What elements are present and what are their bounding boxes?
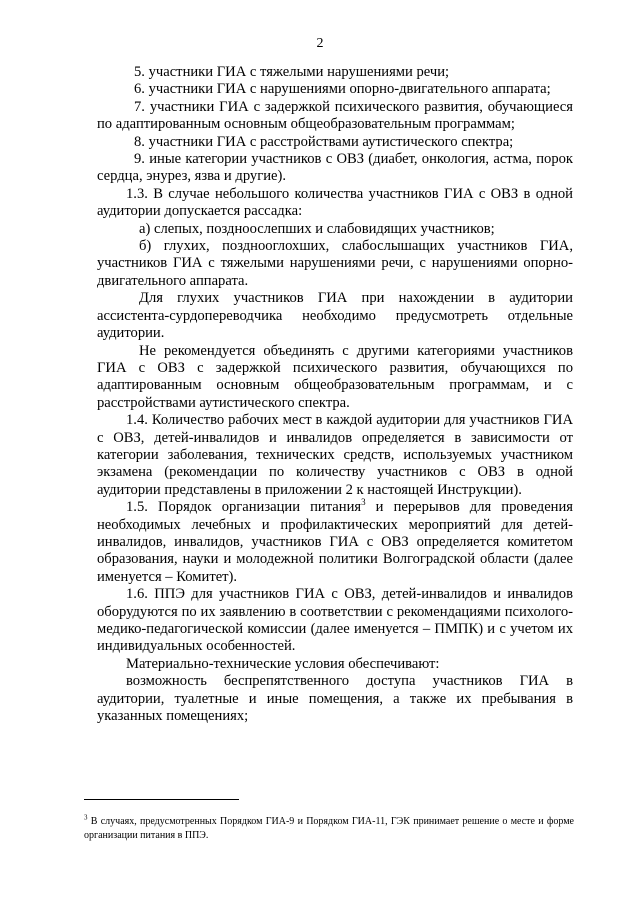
paragraph-item-5: 5. участники ГИА с тяжелыми нарушениями речи;	[134, 64, 450, 80]
paragraph-conditions-heading: Материально-технические условия обеспечивают:	[126, 655, 440, 672]
paragraph-item-8: 8. участники ГИА с расстройствами аутистического спектра;	[134, 133, 514, 150]
footnote-marker: 3	[84, 813, 88, 822]
footnote-reference[interactable]: 3	[361, 497, 366, 508]
paragraph-1-6: 1.6. ППЭ для участников ГИА с ОВЗ, детей-инвалидов и инвалидов оборудуются по их заявлению в соответствии с рекомендациями психолого-медико-педагогической комиссии (далее именуется – ПМПК) и с учетом их индивидуальных особенностей.	[97, 586, 573, 655]
footnote-text: В случаях, предусмотренных Порядком ГИА-9 и Порядком ГИА-11, ГЭК принимает решение о месте и форме организации питания в ППЭ.	[84, 816, 574, 841]
paragraph-item-6: 6. участники ГИА с нарушениями опорно-двигательного аппарата;	[134, 81, 551, 98]
document-body	[97, 64, 573, 725]
paragraph-1-4: 1.4. Количество рабочих мест в каждой аудитории для участников ГИА с ОВЗ, детей-инвалидов и инвалидов определяется в зависимости от категории заболевания, технических средств, используемых участником экзамена (рекомендации по количеству участников с ОВЗ в одной аудитории представлены в приложении 2 к настоящей Инструкции).	[97, 412, 573, 498]
paragraph-1-5-end: и перерывов для проведения необходимых лечебных и профилактических мероприятий для детей-инвалидов, инвалидов, участников ГИА с ОВЗ определяется комитетом образования, науки и молодежной политики Волгоградской области (далее именуется – Комитет).	[97, 499, 574, 585]
paragraph-1-5-start: 1.5. Порядок организации питания	[126, 499, 362, 516]
paragraph-item-7: 7. участники ГИА с задержкой психического развития, обучающиеся по адаптированным основным общеобразовательным программам;	[97, 98, 573, 133]
paragraph-sub-a: а) слепых, поздноослепших и слабовидящих участников;	[139, 220, 495, 237]
paragraph-sub-b: б) глухих, позднооглохших, слабослышащих участников ГИА, участников ГИА с тяжелыми нарушениями речи, с нарушениями опорно-двигательного аппарата.	[97, 238, 573, 289]
paragraph-not-recommended: Не рекомендуется объединять с другими категориями участников ГИА с ОВЗ с задержкой психического развития, обучающихся по адаптированным основным общеобразовательным программам, и с расстройствами аутистического спектра.	[97, 342, 573, 411]
footnote-divider	[84, 799, 239, 800]
paragraph-1-3: 1.3. В случае небольшого количества участников ГИА с ОВЗ в одной аудитории допускается рассадка:	[97, 185, 573, 220]
paragraph-deaf-note: Для глухих участников ГИА при нахождении в аудитории ассистента-сурдопереводчика необходимо предусмотреть отдельные аудитории.	[97, 290, 573, 342]
paragraph-access: возможность беспрепятственного доступа участников ГИА в аудитории, туалетные и иные помещения, а также их пребывания в указанных помещениях;	[97, 673, 573, 725]
footnote	[84, 815, 574, 843]
page-number: 2	[316, 36, 324, 51]
paragraph-1-5	[97, 499, 573, 586]
paragraph-item-9: 9. иные категории участников с ОВЗ (диабет, онкология, астма, порок сердца, энурез, язва и другие).	[97, 151, 573, 185]
